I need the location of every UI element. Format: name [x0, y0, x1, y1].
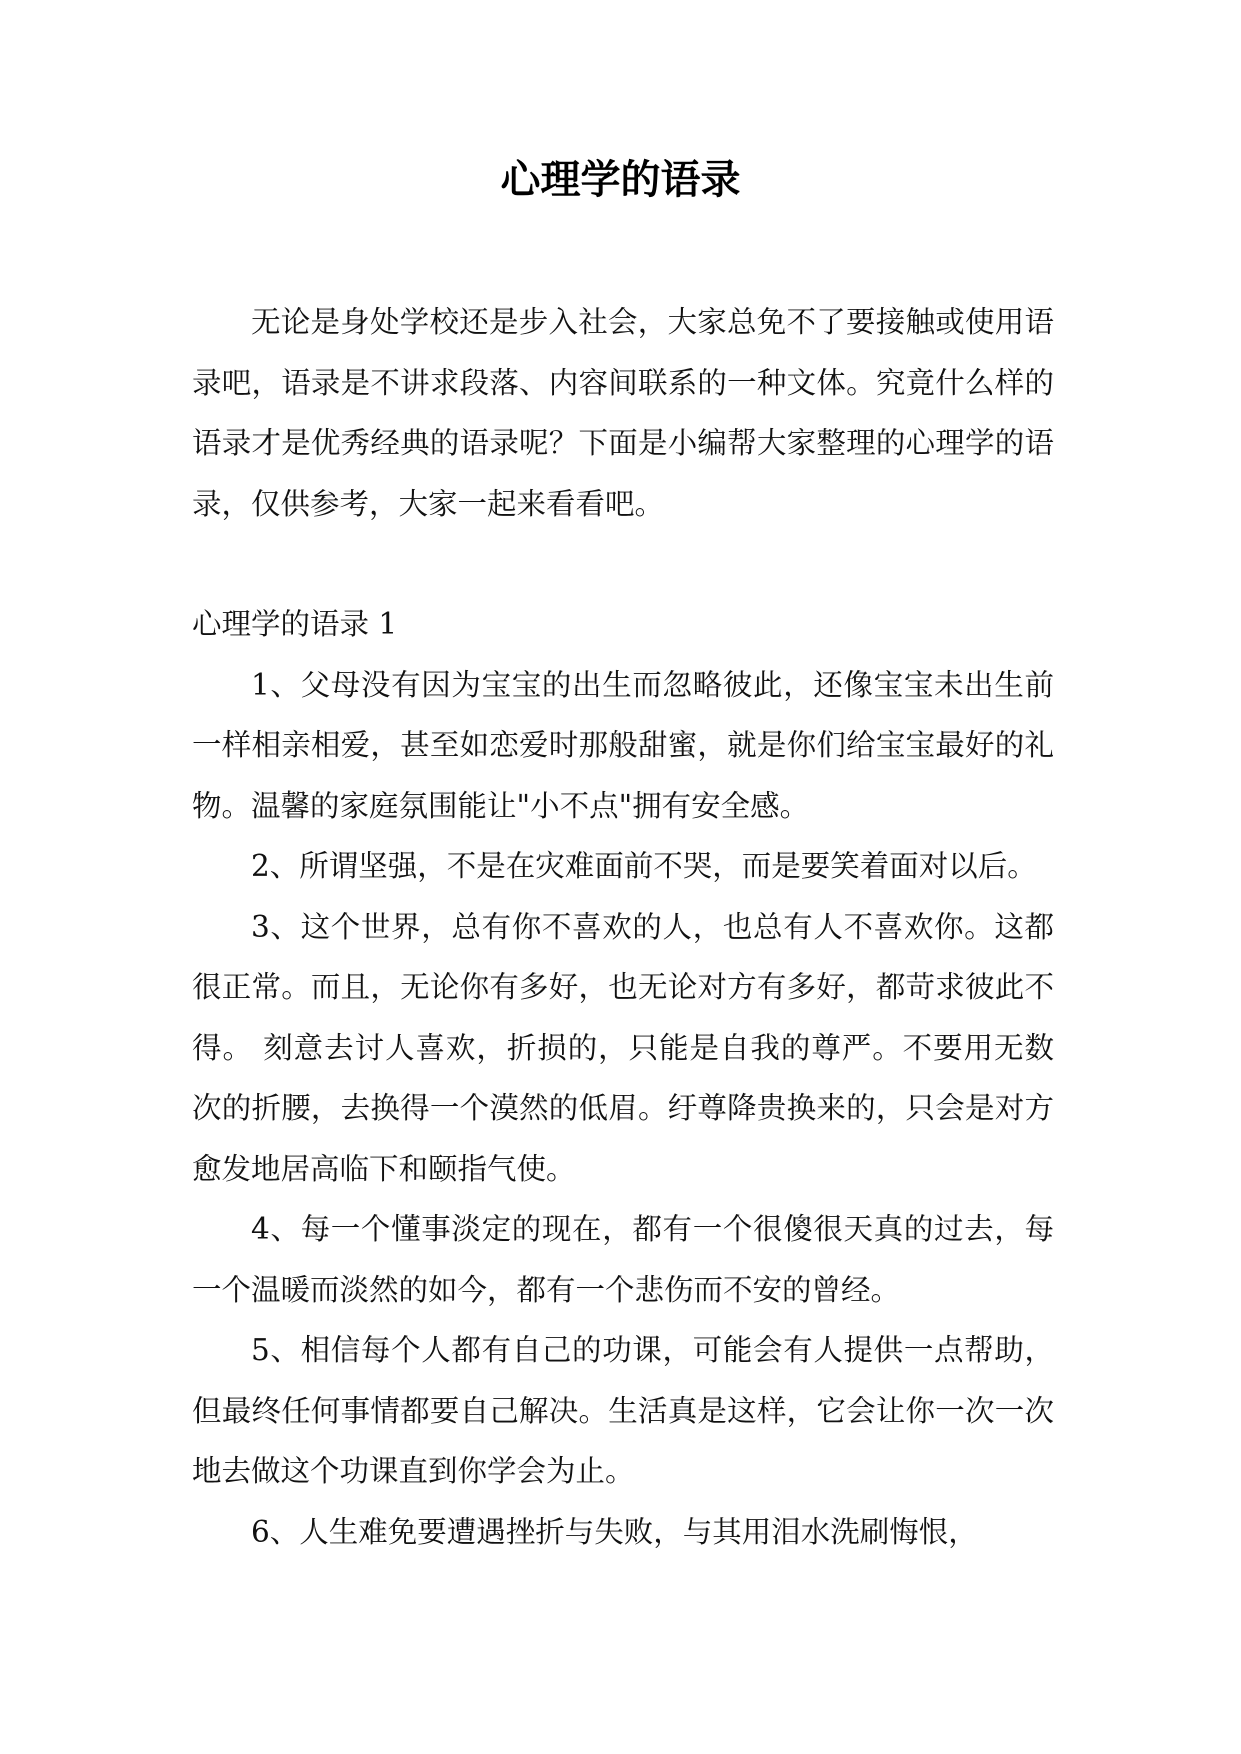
quote-item-6: 6、人生难免要遭遇挫折与失败，与其用泪水洗刷悔恨，: [251, 1514, 978, 1549]
quote-item-4: 4、每一个懂事淡定的现在，都有一个很傻很天真的过去，每一个温暖而淡然的如今，都有一个悲伤而不安的曾经。: [192, 1212, 1054, 1307]
intro-paragraph: 无论是身处学校还是步入社会，大家总免不了要接触或使用语录吧，语录是不讲求段落、内容间联系的一种文体。究竟什么样的语录才是优秀经典的语录呢？下面是小编帮大家整理的心理学的语录，仅供参考，大家一起来看看吧。: [192, 305, 1054, 521]
quote-item-2: 2、所谓坚强，不是在灾难面前不哭，而是要笑着面对以后。: [251, 849, 1037, 883]
document-body: [192, 292, 1054, 1562]
quote-item-3: 3、这个世界，总有你不喜欢的人，也总有人不喜欢你。这都很正常。而且，无论你有多好，也无论对方有多好，都苛求彼此不得。 刻意去讨人喜欢，折损的，只能是自我的尊严。不要用无数次的折腰，去换得一个漠然的低眉。纡尊降贵换来的，只会是对方愈发地居高临下和颐指气使。: [192, 909, 1054, 1186]
quote-item-5: 5、相信每个人都有自己的功课，可能会有人提供一点帮助，但最终任何事情都要自己解决。生活真是这样，它会让你一次一次地去做这个功课直到你学会为止。: [192, 1333, 1054, 1488]
document-title: 心理学的语录: [500, 157, 741, 203]
quote-item-1: 1、父母没有因为宝宝的出生而忽略彼此，还像宝宝未出生前一样相亲相爱，甚至如恋爱时那般甜蜜，就是你们给宝宝最好的礼物。温馨的家庭氛围能让"小不点"拥有安全感。: [192, 667, 1054, 823]
section-heading: 心理学的语录 1: [192, 607, 398, 641]
